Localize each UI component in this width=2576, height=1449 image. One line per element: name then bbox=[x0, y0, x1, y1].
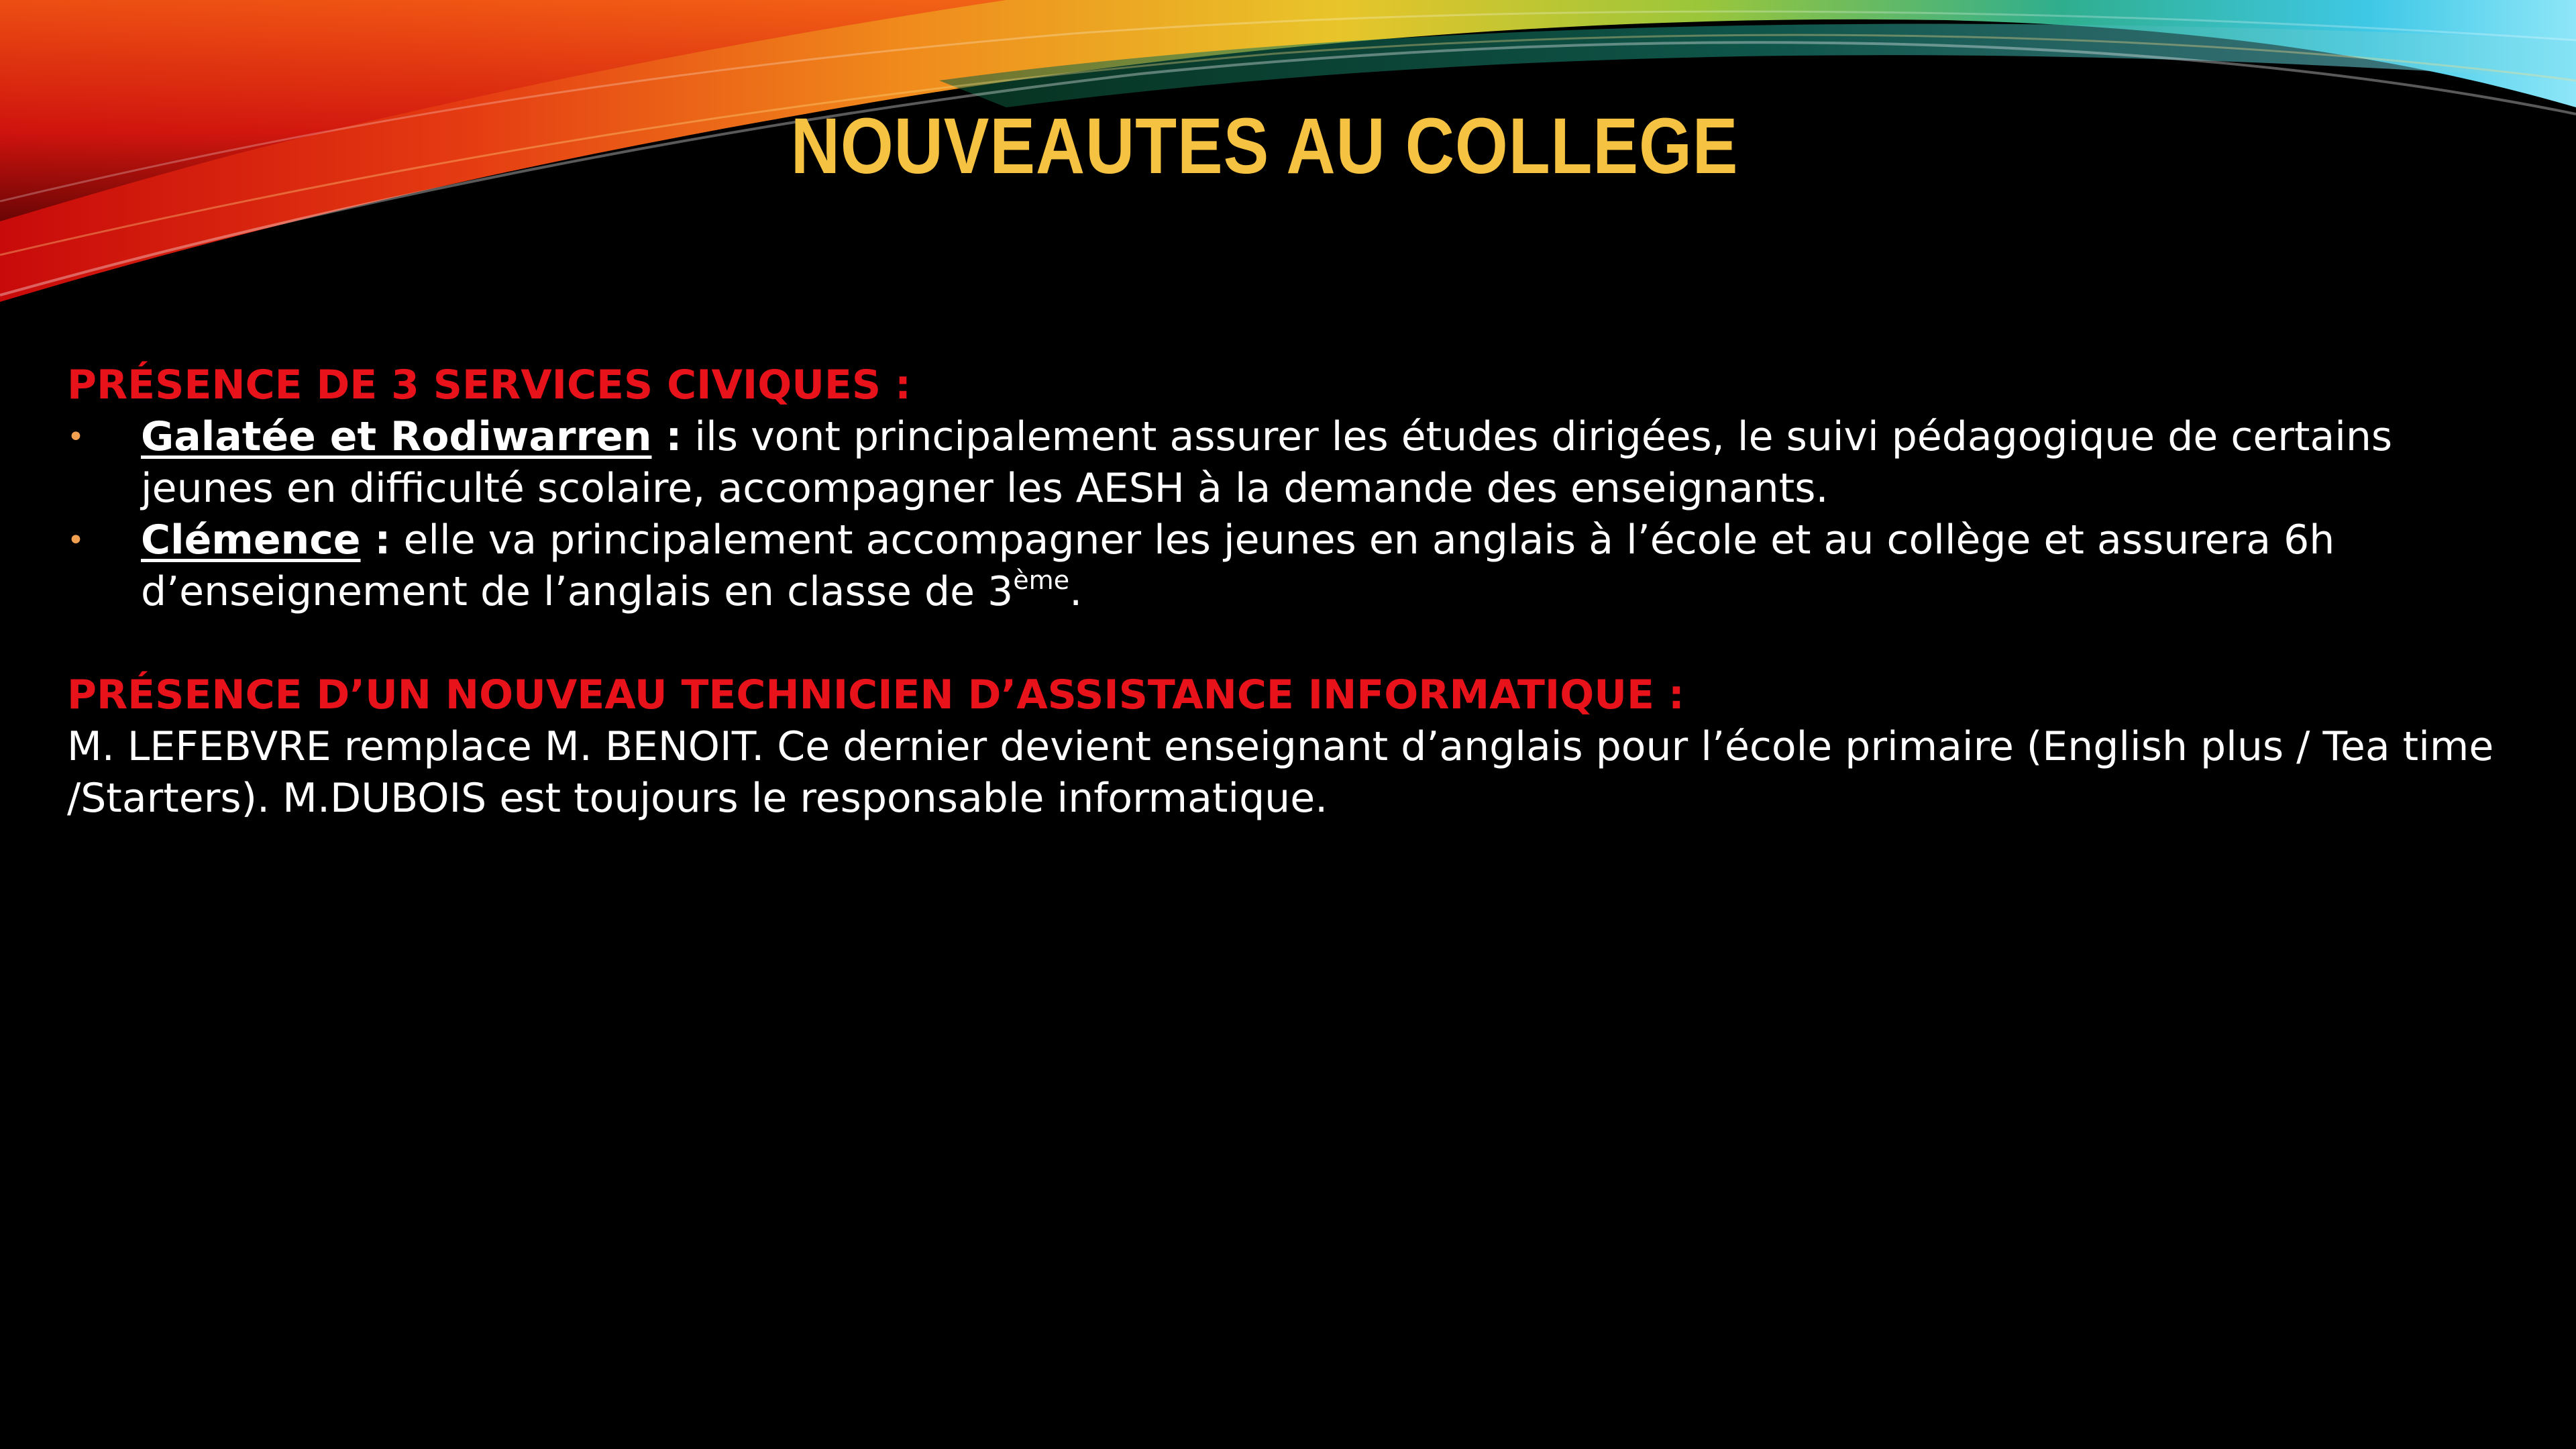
services-civiques-list bbox=[67, 411, 2522, 618]
item-end: . bbox=[1069, 568, 1083, 615]
slide-content bbox=[67, 360, 2522, 824]
bullet-icon: • bbox=[67, 420, 85, 454]
section-text-technicien: M. LEFEBVRE remplace M. BENOIT. Ce dernier devient enseignant d’anglais pour l’école primaire (English plus / Tea time /Starters). M.DUBOIS est toujours le responsable informatique. bbox=[67, 723, 2494, 822]
item-separator: : bbox=[360, 517, 391, 564]
item-text: elle va principalement accompagner les jeunes en anglais à l’école et au collège et assurera 6h d’enseignement de l’anglais en classe de 3 bbox=[141, 517, 2335, 615]
section-heading-services-civiques: PRÉSENCE DE 3 SERVICES CIVIQUES : bbox=[67, 362, 912, 409]
item-text: ils vont principalement assurer les études dirigées, le suivi pédagogique de certains jeunes en difficulté scolaire, accompagner les AESH à la demande des enseignants. bbox=[141, 413, 2393, 512]
list-item bbox=[67, 515, 2522, 618]
item-separator: : bbox=[651, 413, 682, 460]
spacer bbox=[67, 618, 2522, 669]
list-item bbox=[67, 411, 2522, 515]
item-superscript: ème bbox=[1013, 566, 1070, 595]
item-name: Clémence bbox=[141, 517, 361, 564]
section-heading-technicien: PRÉSENCE D’UN NOUVEAU TECHNICIEN D’ASSISTANCE INFORMATIQUE : bbox=[67, 672, 1684, 718]
item-name: Galatée et Rodiwarren bbox=[141, 413, 652, 460]
bullet-icon: • bbox=[67, 523, 85, 557]
page-title: NOUVEAUTES AU COLLEGE bbox=[790, 102, 1739, 191]
